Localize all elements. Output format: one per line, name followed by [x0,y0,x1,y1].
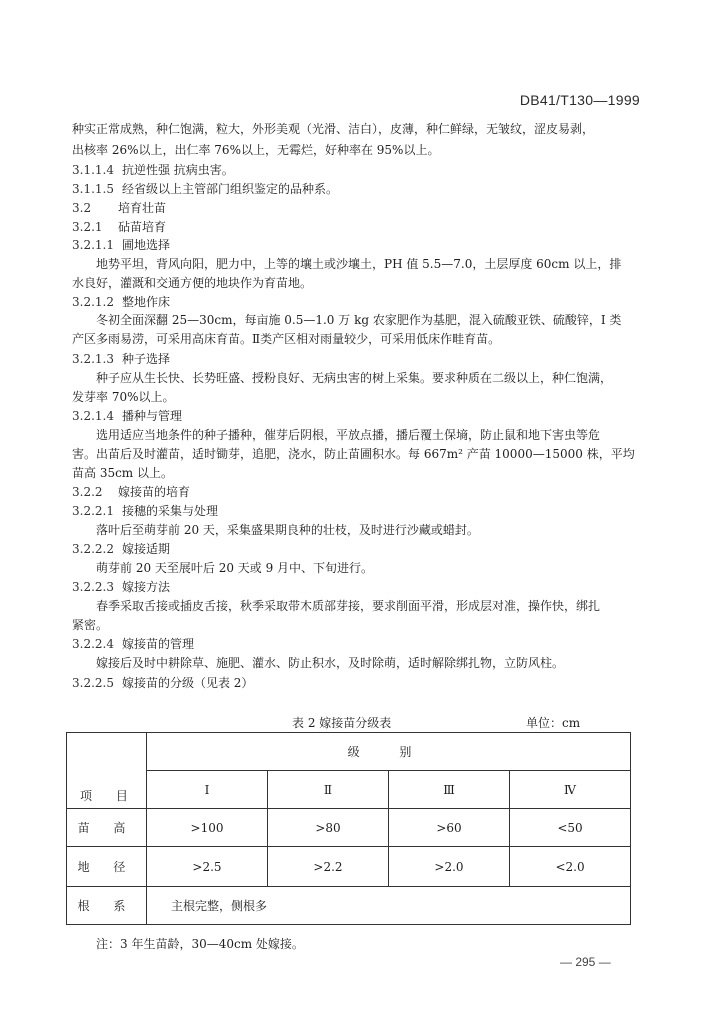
section-heading [72,352,642,366]
section-title: 嫁接适期 [121,542,170,556]
grade-header: 级 别 [147,733,631,771]
table-row [67,733,631,771]
table-row [67,887,631,925]
section-title: 抗逆性强 抗病虫害。 [121,163,234,177]
body-line: 种实正常成熟，种仁饱满，粒大，外形美观（光滑、洁白），皮薄，种仁鲜绿，无皱纹，涩皮易剥， [72,122,595,136]
section-number: 3.2.2.5 [72,676,114,690]
item-header: 项 目 [80,789,138,803]
section-title: 圃地选择 [121,238,170,252]
body-line: 发芽率 70%以上。 [72,390,175,404]
table-caption: 表 2 嫁接苗分级表 [292,716,392,730]
table-cell: >100 [147,809,268,847]
section-title: 经省级以上主管部门组织鉴定的品种系。 [121,182,338,196]
section-heading [72,485,642,499]
grade-cell: Ⅰ [147,771,268,809]
row-label: 地 径 [67,847,147,887]
section-number: 3.2.2.1 [72,504,114,518]
row-label: 苗 高 [67,809,147,847]
table-row [67,809,631,847]
section-heading [72,580,642,594]
table-cell: <2.0 [510,847,631,887]
standard-code: DB41/T130—1999 [519,92,640,108]
section-number: 3.2.2 [72,485,103,499]
grade-cell: Ⅱ [268,771,389,809]
body-line: 落叶后至萌芽前 20 天，采集盛果期良种的壮枝，及时进行沙藏或蜡封。 [96,523,479,537]
section-title: 种子选择 [121,352,170,366]
table-row [67,847,631,887]
section-title: 播种与管理 [121,409,182,423]
section-heading [72,220,642,234]
table-cell: >2.0 [389,847,510,887]
section-number: 3.2.1.2 [72,295,114,309]
table-cell: >2.5 [147,847,268,887]
table-row [67,771,631,809]
section-title: 嫁接苗的分级（见表 2） [121,676,254,690]
body-line: 害。出苗后及时灌苗，适时锄芽，追肥，浇水，防止苗圃积水。每 667m² 产苗 10000—15000 株，平均 [72,447,635,461]
grade-cell: Ⅳ [510,771,631,809]
section-heading [72,182,642,196]
section-number: 3.2.1.3 [72,352,114,366]
section-heading [72,504,642,518]
section-number: 3.2.2.4 [72,637,114,651]
table-unit: 单位：cm [526,716,581,730]
section-heading [72,238,642,252]
body-line: 萌芽前 20 天至展叶后 20 天或 9 月中、下旬进行。 [96,561,374,575]
section-title: 培育壮苗 [118,201,167,215]
grade-cell: Ⅲ [389,771,510,809]
section-heading [72,201,642,215]
body-line: 产区多雨易涝，可采用高床育苗。Ⅱ类产区相对雨量较少，可采用低床作畦育苗。 [72,332,501,346]
table-note: 注：3 年生苗龄，30—40cm 处嫁接。 [96,937,304,951]
section-heading [72,409,642,423]
body-line: 嫁接后及时中耕除草、施肥、灌水、防止积水，及时除萌，适时解除绑扎物，立防风柱。 [96,656,565,670]
grade-table [66,732,631,925]
table-cell: >80 [268,809,389,847]
section-title: 嫁接方法 [121,580,170,594]
section-heading [72,676,642,690]
body-line: 紧密。 [72,618,109,632]
section-title: 整地作床 [121,295,170,309]
section-title: 接穗的采集与处理 [121,504,218,518]
section-number: 3.1.1.4 [72,163,114,177]
section-heading [72,163,642,177]
table-cell: <50 [510,809,631,847]
section-heading [72,637,642,651]
body-line: 苗高 35cm 以上。 [72,466,173,480]
table-cell: >2.2 [268,847,389,887]
page-number: — 295 — [560,955,611,969]
section-number: 3.2 [72,201,92,215]
section-heading [72,542,642,556]
table-cell: >60 [389,809,510,847]
body-line: 种子应从生长快、长势旺盛、授粉良好、无病虫害的树上采集。要求种质在二级以上，种仁饱满， [96,371,613,385]
body-line: 冬初全面深翻 25—30cm，每亩施 0.5—1.0 万 kg 农家肥作为基肥，混入硫酸亚铁、硫酸锌，I 类 [96,313,622,327]
row-label: 根 系 [67,887,147,925]
body-line: 水良好，灌溉和交通方便的地块作为育苗地。 [72,276,313,290]
section-number: 3.2.1 [72,220,103,234]
body-line: 春季采取舌接或插皮舌接，秋季采取带木质部芽接，要求削面平滑，形成层对准，操作快，绑扎 [96,599,601,613]
section-number: 3.2.2.2 [72,542,114,556]
section-number: 3.2.1.1 [72,238,114,252]
body-line: 出核率 26%以上，出仁率 76%以上，无霉烂，好种率在 95%以上。 [72,143,440,157]
section-number: 3.2.1.4 [72,409,114,423]
section-number: 3.2.2.3 [72,580,114,594]
body-line: 选用适应当地条件的种子播种，催芽后阴根，平放点播，播后覆土保墒，防止鼠和地下害虫等危 [96,428,601,442]
table-cell: 主根完整，侧根多 [147,887,631,925]
section-number: 3.1.1.5 [72,182,114,196]
section-title: 嫁接苗的培育 [118,485,191,499]
section-heading [72,295,642,309]
section-title: 嫁接苗的管理 [121,637,194,651]
body-line: 地势平坦，背风向阳，肥力中，上等的壤土或沙壤土，PH 值 5.5—7.0，土层厚度 60cm 以上，排 [96,257,622,271]
section-title: 砧苗培育 [118,220,167,234]
